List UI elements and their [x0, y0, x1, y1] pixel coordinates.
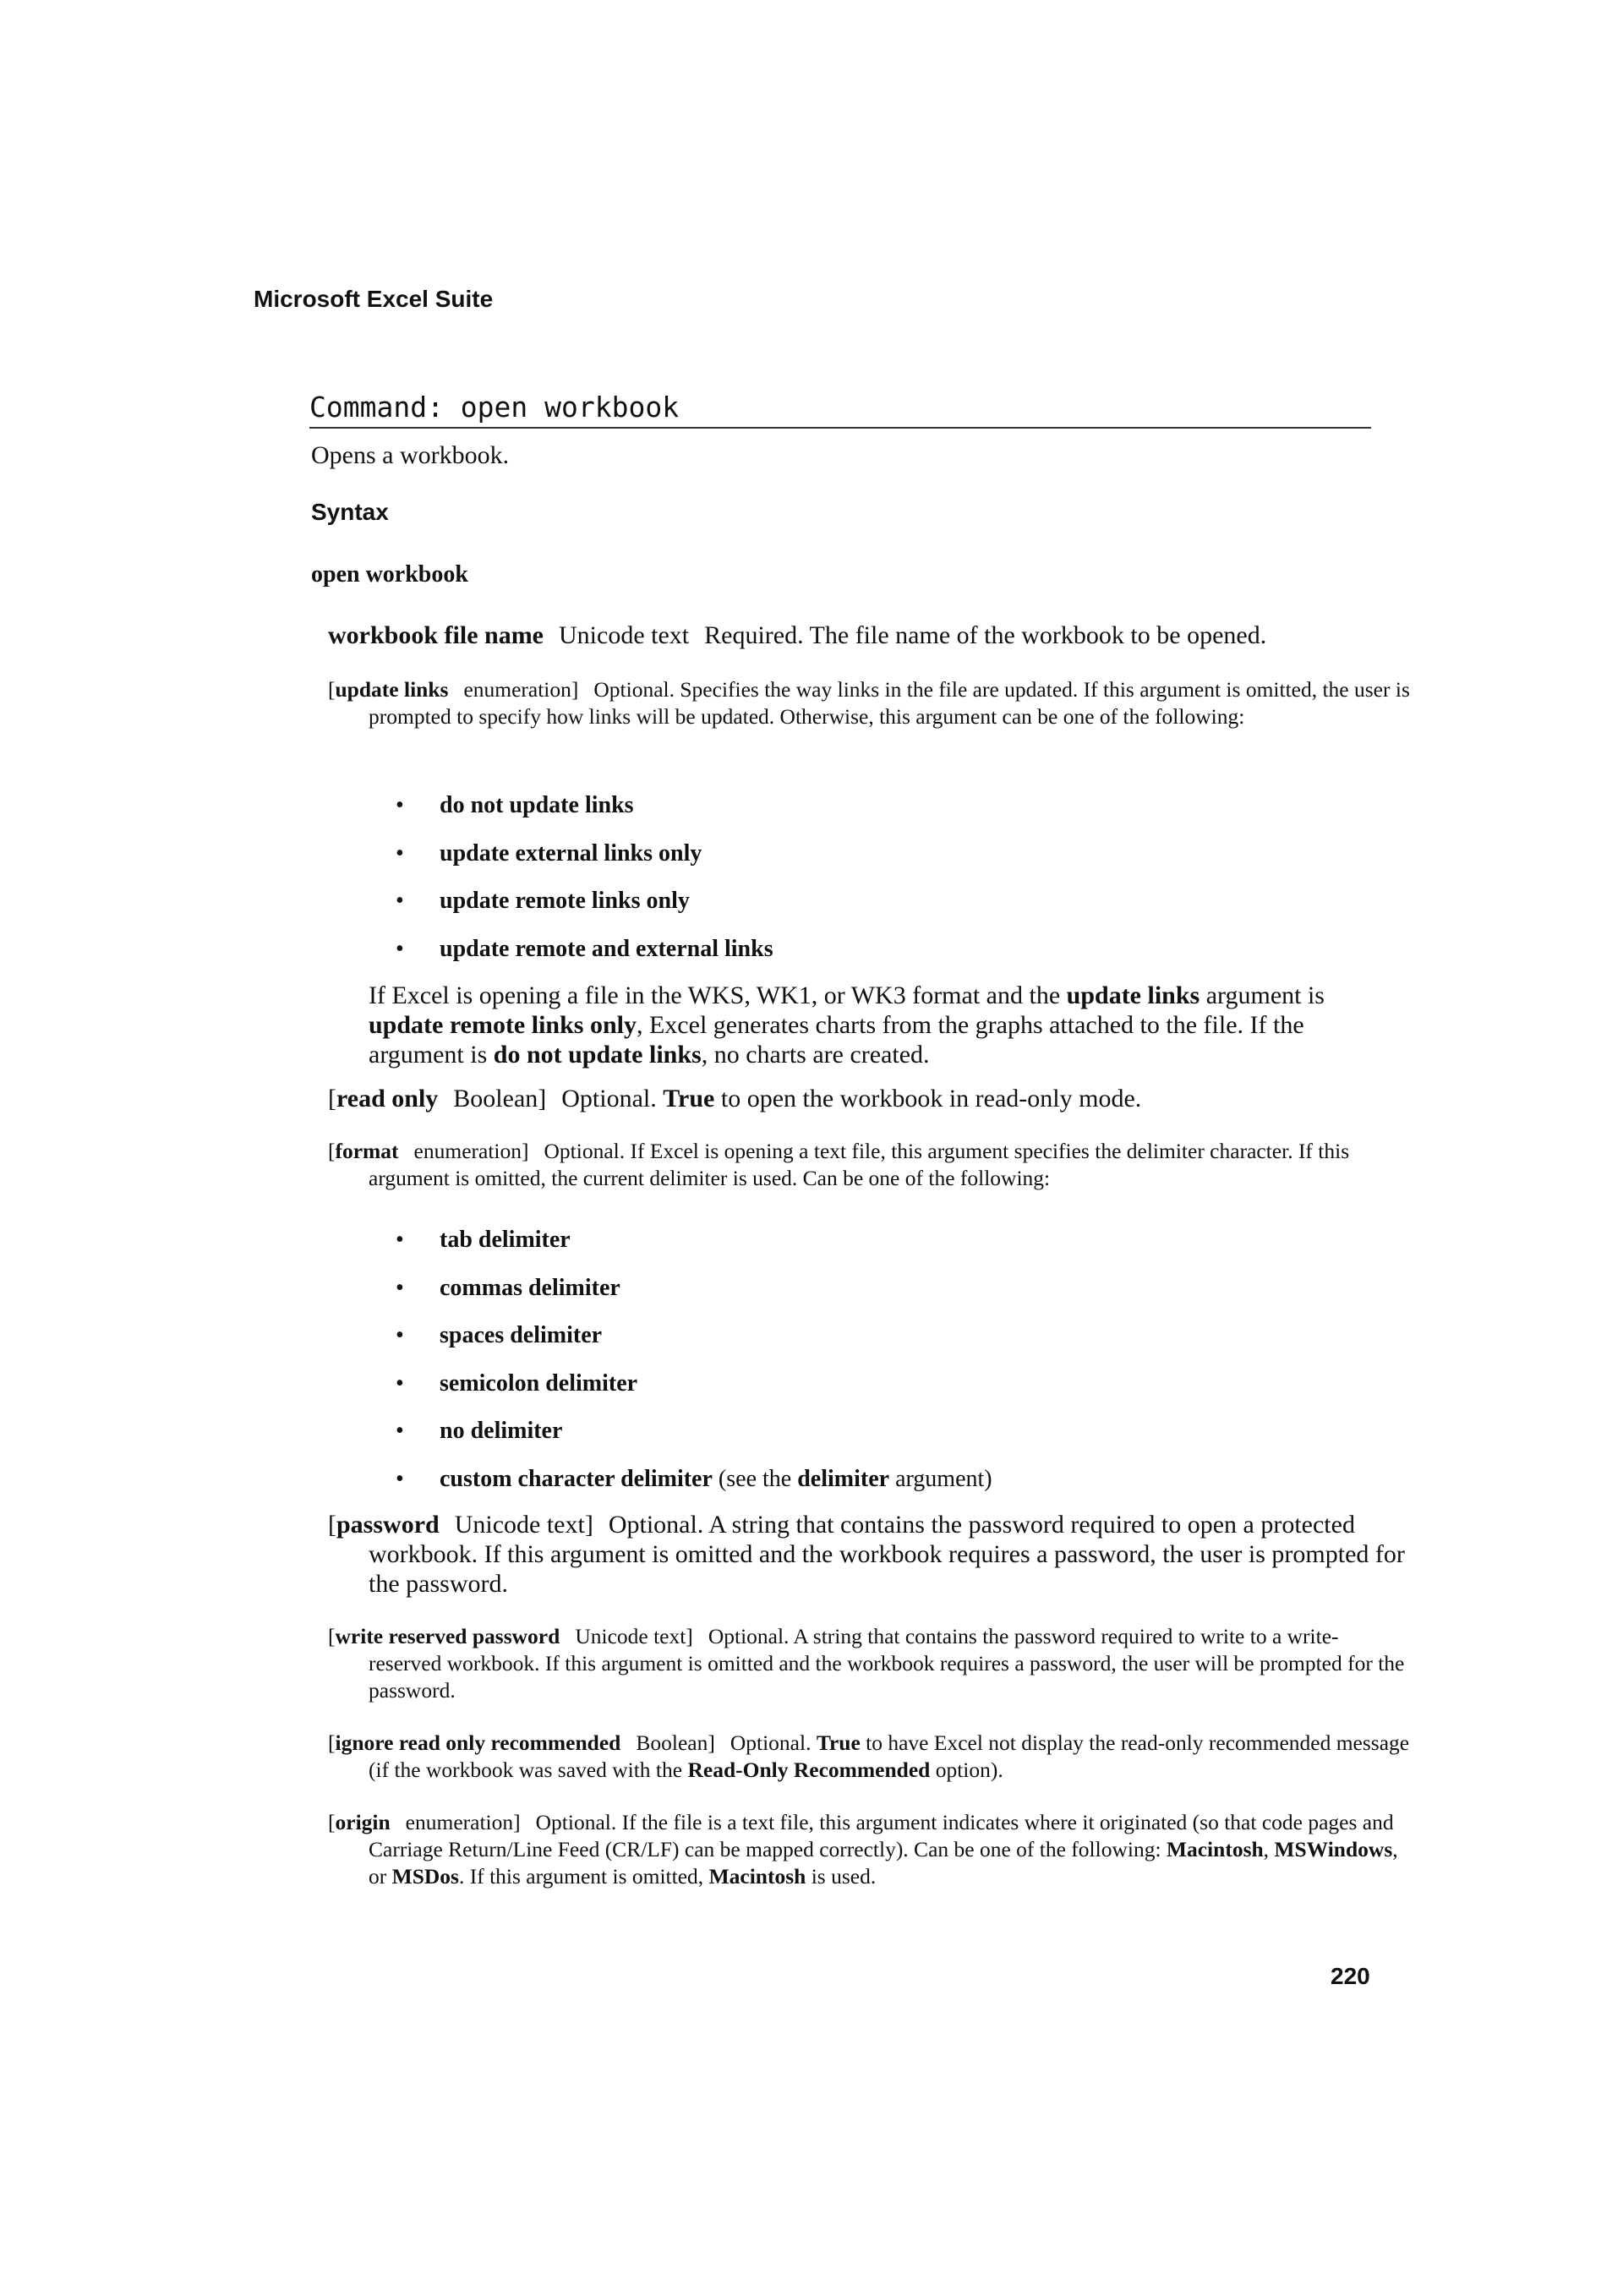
param-description: Optional. Specifies the way links in the file are updated. If this argument is omitted, the user is prompted to specify how links will be updated. Otherwise, this argument can be one of the following:	[369, 677, 1410, 729]
param-workbook-file-name	[328, 620, 1410, 651]
page-number: 220	[1331, 1963, 1370, 1989]
param-type: Boolean]	[453, 1085, 547, 1112]
command-title: Command: open workbook	[309, 391, 1371, 429]
list-item: • update remote links only	[440, 888, 773, 937]
list-item: • spaces delimiter	[440, 1323, 992, 1371]
update-links-note: If Excel is opening a file in the WKS, WK1, or WK3 format and the update links argument is update remote links only, Excel generates charts from the graphs attached to the file. If the argument is do not update links, no charts are created.	[369, 981, 1325, 1069]
param-name: password	[336, 1511, 440, 1539]
param-name: update links	[335, 677, 449, 702]
param-description: Optional. A string that contains the password required to write to a write-reserved workbook. If this argument is omitted and the workbook requires a password, the user will be prompted for the password.	[369, 1624, 1405, 1703]
param-name: origin	[335, 1810, 391, 1834]
param-type: Unicode text]	[454, 1511, 593, 1539]
param-read-only: [read only Boolean] Optional. True to open the workbook in read-only mode.	[328, 1085, 1142, 1112]
list-item: • semicolon delimiter	[440, 1371, 992, 1419]
param-name: ignore read only recommended	[335, 1730, 621, 1755]
list-item: • commas delimiter	[440, 1276, 992, 1324]
param-update-links: [update links enumeration] Optional. Specifies the way links in the file are updated. If this argument is omitted, the user is prompted to specify how links will be updated. Otherwise, this argument can be one of the following:	[328, 677, 1410, 729]
param-description: Optional. If Excel is opening a text file, this argument specifies the delimiter character. If this argument is omitted, the current delimiter is used. Can be one of the following:	[369, 1139, 1350, 1190]
syntax-heading: Syntax	[311, 499, 389, 525]
command-description: Opens a workbook.	[311, 441, 510, 469]
param-format: [format enumeration] Optional. If Excel is opening a text file, this argument specifies the delimiter character. If this argument is omitted, the current delimiter is used. Can be one of the following:	[328, 1139, 1350, 1190]
update-links-options	[440, 793, 773, 984]
param-ignore-read-only-recommended: [ignore read only recommended Boolean] Optional. True to have Excel not display the read-only recommended message (if the workbook was saved with the Read-Only Recommended option).	[328, 1730, 1410, 1782]
param-type: Unicode text	[559, 621, 690, 649]
list-item: • update external links only	[440, 841, 773, 889]
format-options	[440, 1227, 992, 1514]
param-type: Unicode text]	[575, 1624, 693, 1648]
param-name: read only	[336, 1085, 439, 1112]
param-type: enumeration]	[405, 1810, 521, 1834]
list-item: • update remote and external links	[440, 937, 773, 985]
param-name: workbook file name	[328, 621, 544, 649]
param-type: enumeration]	[413, 1139, 529, 1163]
param-name: format	[335, 1139, 399, 1163]
param-type: Boolean]	[636, 1730, 715, 1755]
param-name: write reserved password	[335, 1624, 560, 1648]
param-write-reserved-password: [write reserved password Unicode text] Optional. A string that contains the password required to write to a write-reserved workbook. If this argument is omitted and the workbook requires a password, the user will be prompted for the password.	[328, 1624, 1405, 1703]
syntax-line: open workbook	[311, 561, 468, 588]
param-origin: [origin enumeration] Optional. If the file is a text file, this argument indicates where it originated (so that code pages and Carriage Return/Line Feed (CR/LF) can be mapped correctly). Can be one of the following: Macintosh, MSWindows, or MSDos. If this argument is omitted, Macintosh is used.	[328, 1810, 1398, 1889]
param-description: Required. The file name of the workbook to be opened.	[704, 621, 1267, 649]
param-password: [password Unicode text] Optional. A string that contains the password required to open a protected workbook. If this argument is omitted and the workbook requires a password, the user is prompted for the password.	[328, 1511, 1405, 1598]
list-item: • tab delimiter	[440, 1227, 992, 1276]
list-item: • do not update links	[440, 793, 773, 841]
param-type: enumeration]	[463, 677, 579, 702]
list-item: • no delimiter	[440, 1419, 992, 1467]
list-item: • custom character delimiter (see the delimiter argument)	[440, 1467, 992, 1515]
running-header: Microsoft Excel Suite	[254, 286, 494, 312]
param-description: Optional. A string that contains the password required to open a protected workbook. If this argument is omitted and the workbook requires a password, the user is prompted for the password.	[369, 1511, 1405, 1598]
